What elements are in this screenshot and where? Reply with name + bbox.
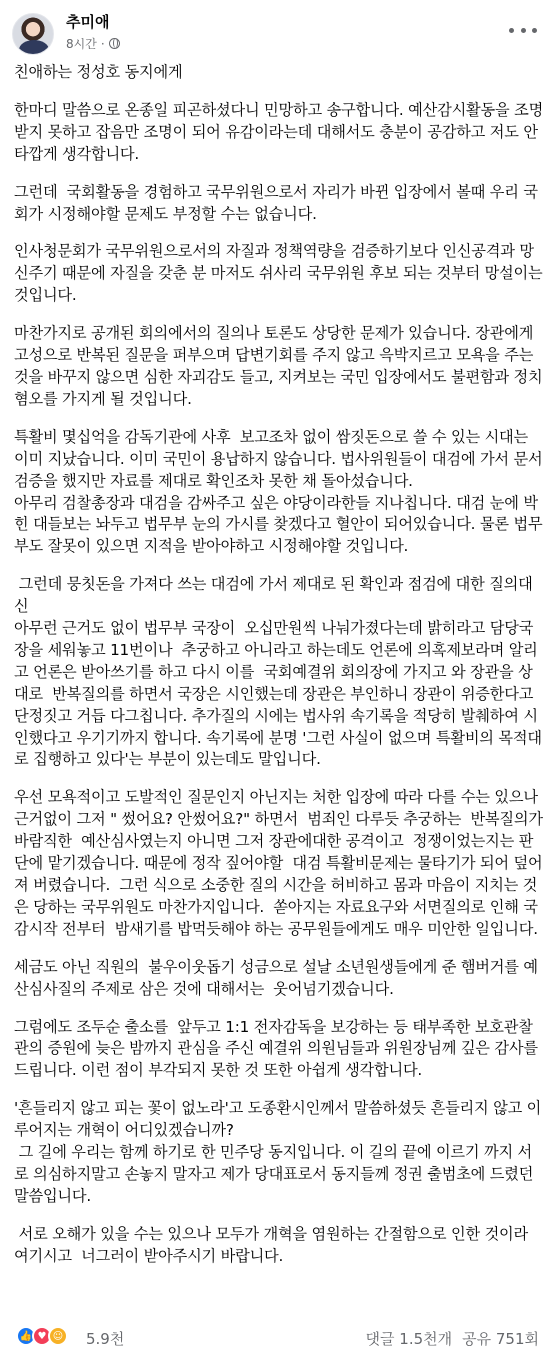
post-paragraph: 한마디 말씀으로 온종일 피곤하셨다니 민망하고 송구합니다. 예산감시활동을 조명받지 못하고 잡음만 조명이 되어 유감이라는데 대해서도 충분이 공감하고 저도 안타깝게 생각합니다. (14, 100, 544, 163)
post-stats (366, 1328, 539, 1349)
post-time[interactable]: 8시간 (66, 37, 97, 51)
post-paragraph: 특활비 몇십억을 감독기관에 사후 보고조차 없이 쌈짓돈으로 쓸 수 있는 시대는 이미 지났습니다. 이미 국민이 용납하지 않습니다. 법사위원들이 대검에 가서 문서검증을 했지만 자료를 제대로 확인조차 못한 채 돌아섰습니다. 아무리 검찰총장과 대검을 감싸주고 싶은 야당이라한들 지나칩니다. 대검 눈에 박힌 대들보는 놔두고 법무부 눈의 가시를 찾겠다고 혈안이 되어있습니다. 물론 법무부도 잘못이 있으면 지적을 받아야하고 시정해야할 것입니다. (14, 427, 543, 556)
comment-count[interactable]: 댓글 1.5천개 (365, 1330, 453, 1348)
post-paragraph: 서로 오해가 있을 수는 있으나 모두가 개혁을 염원하는 간절함으로 인한 것이라 여기시고 너그러이 받아주시기 바랍니다. (14, 1224, 533, 1265)
post-paragraph: 마찬가지로 공개된 회의에서의 질의나 토론도 상당한 문제가 있습니다. 장관에게 고성으로 반복된 질문을 퍼부으며 답변기회를 주지 않고 윽박지르고 모욕을 주는 것을 바꾸지 않으면 심한 자괴감도 들고, 지켜보는 국민 입장에서도 불편함과 정치혐오를 가지게 될 것입니다. (14, 324, 543, 408)
post-footer (0, 1320, 553, 1360)
post-paragraph: 인사청문회가 국무위원으로서의 자질과 정책역량을 검증하기보다 인신공격과 망신주기 때문에 자질을 갖춘 분 마저도 쉬사리 국무위원 후보 되는 것부터 망설이는 것입니다. (14, 242, 548, 305)
post-meta: 8시간 · (66, 35, 120, 52)
post-paragraph: 우선 모욕적이고 도발적인 질문인지 아닌지는 처한 입장에 따라 다를 수는 있으나 근거없이 그저 " 썼어요? 안썼어요?" 하면서 범죄인 다루듯 추궁하는 반복질의가 바람직한 예산심사였는지 아니면 그저 장관에대한 공격이고 정쟁이었는지는 판단에 맡기겠습니다. 때문에 정작 짚어야할 대검 특활비문제는 물타기가 되어 덮어져 버렸습니다. 그런 식으로 소중한 질의 시간을 허비하고 몸과 마음이 지치는 것은 당하는 국무위원도 마찬가지입니다. 쏟아지는 자료요구와 서면질의로 인해 국감시작 전부터 밤새기를 밥먹듯해야 하는 공무원들에게도 매우 미안한 일입니다. (14, 788, 553, 938)
more-options-icon[interactable] (509, 20, 537, 40)
post-paragraph: 세금도 아닌 직원의 불우이웃돕기 성금으로 설날 소년원생들에게 준 햄버거를 예산심사질의 주제로 삼은 것에 대해서는 웃어넘기겠습니다. (14, 957, 538, 998)
post-paragraph: 그런데 뭉칫돈을 가져다 쓰는 대검에 가서 제대로 된 확인과 점검에 대한 질의대신 아무런 근거도 없이 법무부 국장이 오십만원씩 나눠가졌다는데 밝히라고 담당국장을 세워놓고 11번이나 추궁하고 아니라고 하는데도 언론에 의혹제보라며 알리고 언론은 받아쓰기를 하고 다시 이를 국회예결위 회의장에 가지고 와 장관을 상대로 반복질의를 하면서 국장은 시인했는데 장관은 부인하니 장관이 위증한다고 단정짓고 거듭 다그칩니다. 추가질의 시에는 법사위 속기록을 적당히 발췌하여 시인했다고 우기기까지 합니다. 속기록에 분명 '그런 사실이 없으며 특활비의 목적대로 집행하고 있다'는 부분이 있는데도 말입니다. (14, 575, 542, 769)
post-paragraph: '흔들리지 않고 피는 꽃이 없노라'고 도종환시인께서 말씀하셨듯 흔들리지 않고 이루어지는 개혁이 어디있겠습니까? 그 길에 우리는 함께 하기로 한 민주당 동지입니다. 이 길의 끝에 이르기 까지 서로 의심하지말고 손놓지 말자고 제가 당대표로서 동지들께 정권 출범초에 드렸던 말씀입니다. (14, 1099, 542, 1205)
care-icon: ☺ (48, 1326, 68, 1346)
post-paragraph: 친애하는 정성호 동지에게 (14, 63, 183, 81)
post-body (14, 62, 553, 1284)
post-header (0, 0, 553, 60)
reaction-count[interactable]: 5.9천 (86, 1330, 125, 1348)
love-icon: ♥ (32, 1326, 52, 1346)
like-icon: 👍 (16, 1326, 36, 1346)
share-count[interactable]: 공유 751회 (462, 1330, 539, 1348)
author-avatar[interactable] (12, 13, 54, 55)
post-paragraph: 그런데 국회활동을 경험하고 국무위원으로서 자리가 바뀐 입장에서 볼때 우리 국회가 시정해야할 문제도 부정할 수는 없습니다. (14, 182, 538, 223)
reactions-summary[interactable] (16, 1326, 64, 1346)
globe-icon[interactable] (109, 38, 120, 49)
post-paragraph: 그럼에도 조두순 출소를 앞두고 1:1 전자감독을 보강하는 등 태부족한 보호관찰관의 증원에 늦은 밤까지 관심을 주신 예결위 의원님들과 위원장님께 깊은 감사를 드립니다. 이런 점이 부각되지 못한 것 또한 아쉽게 생각합니다. (14, 1017, 543, 1080)
author-name[interactable]: 추미애 (66, 13, 110, 31)
